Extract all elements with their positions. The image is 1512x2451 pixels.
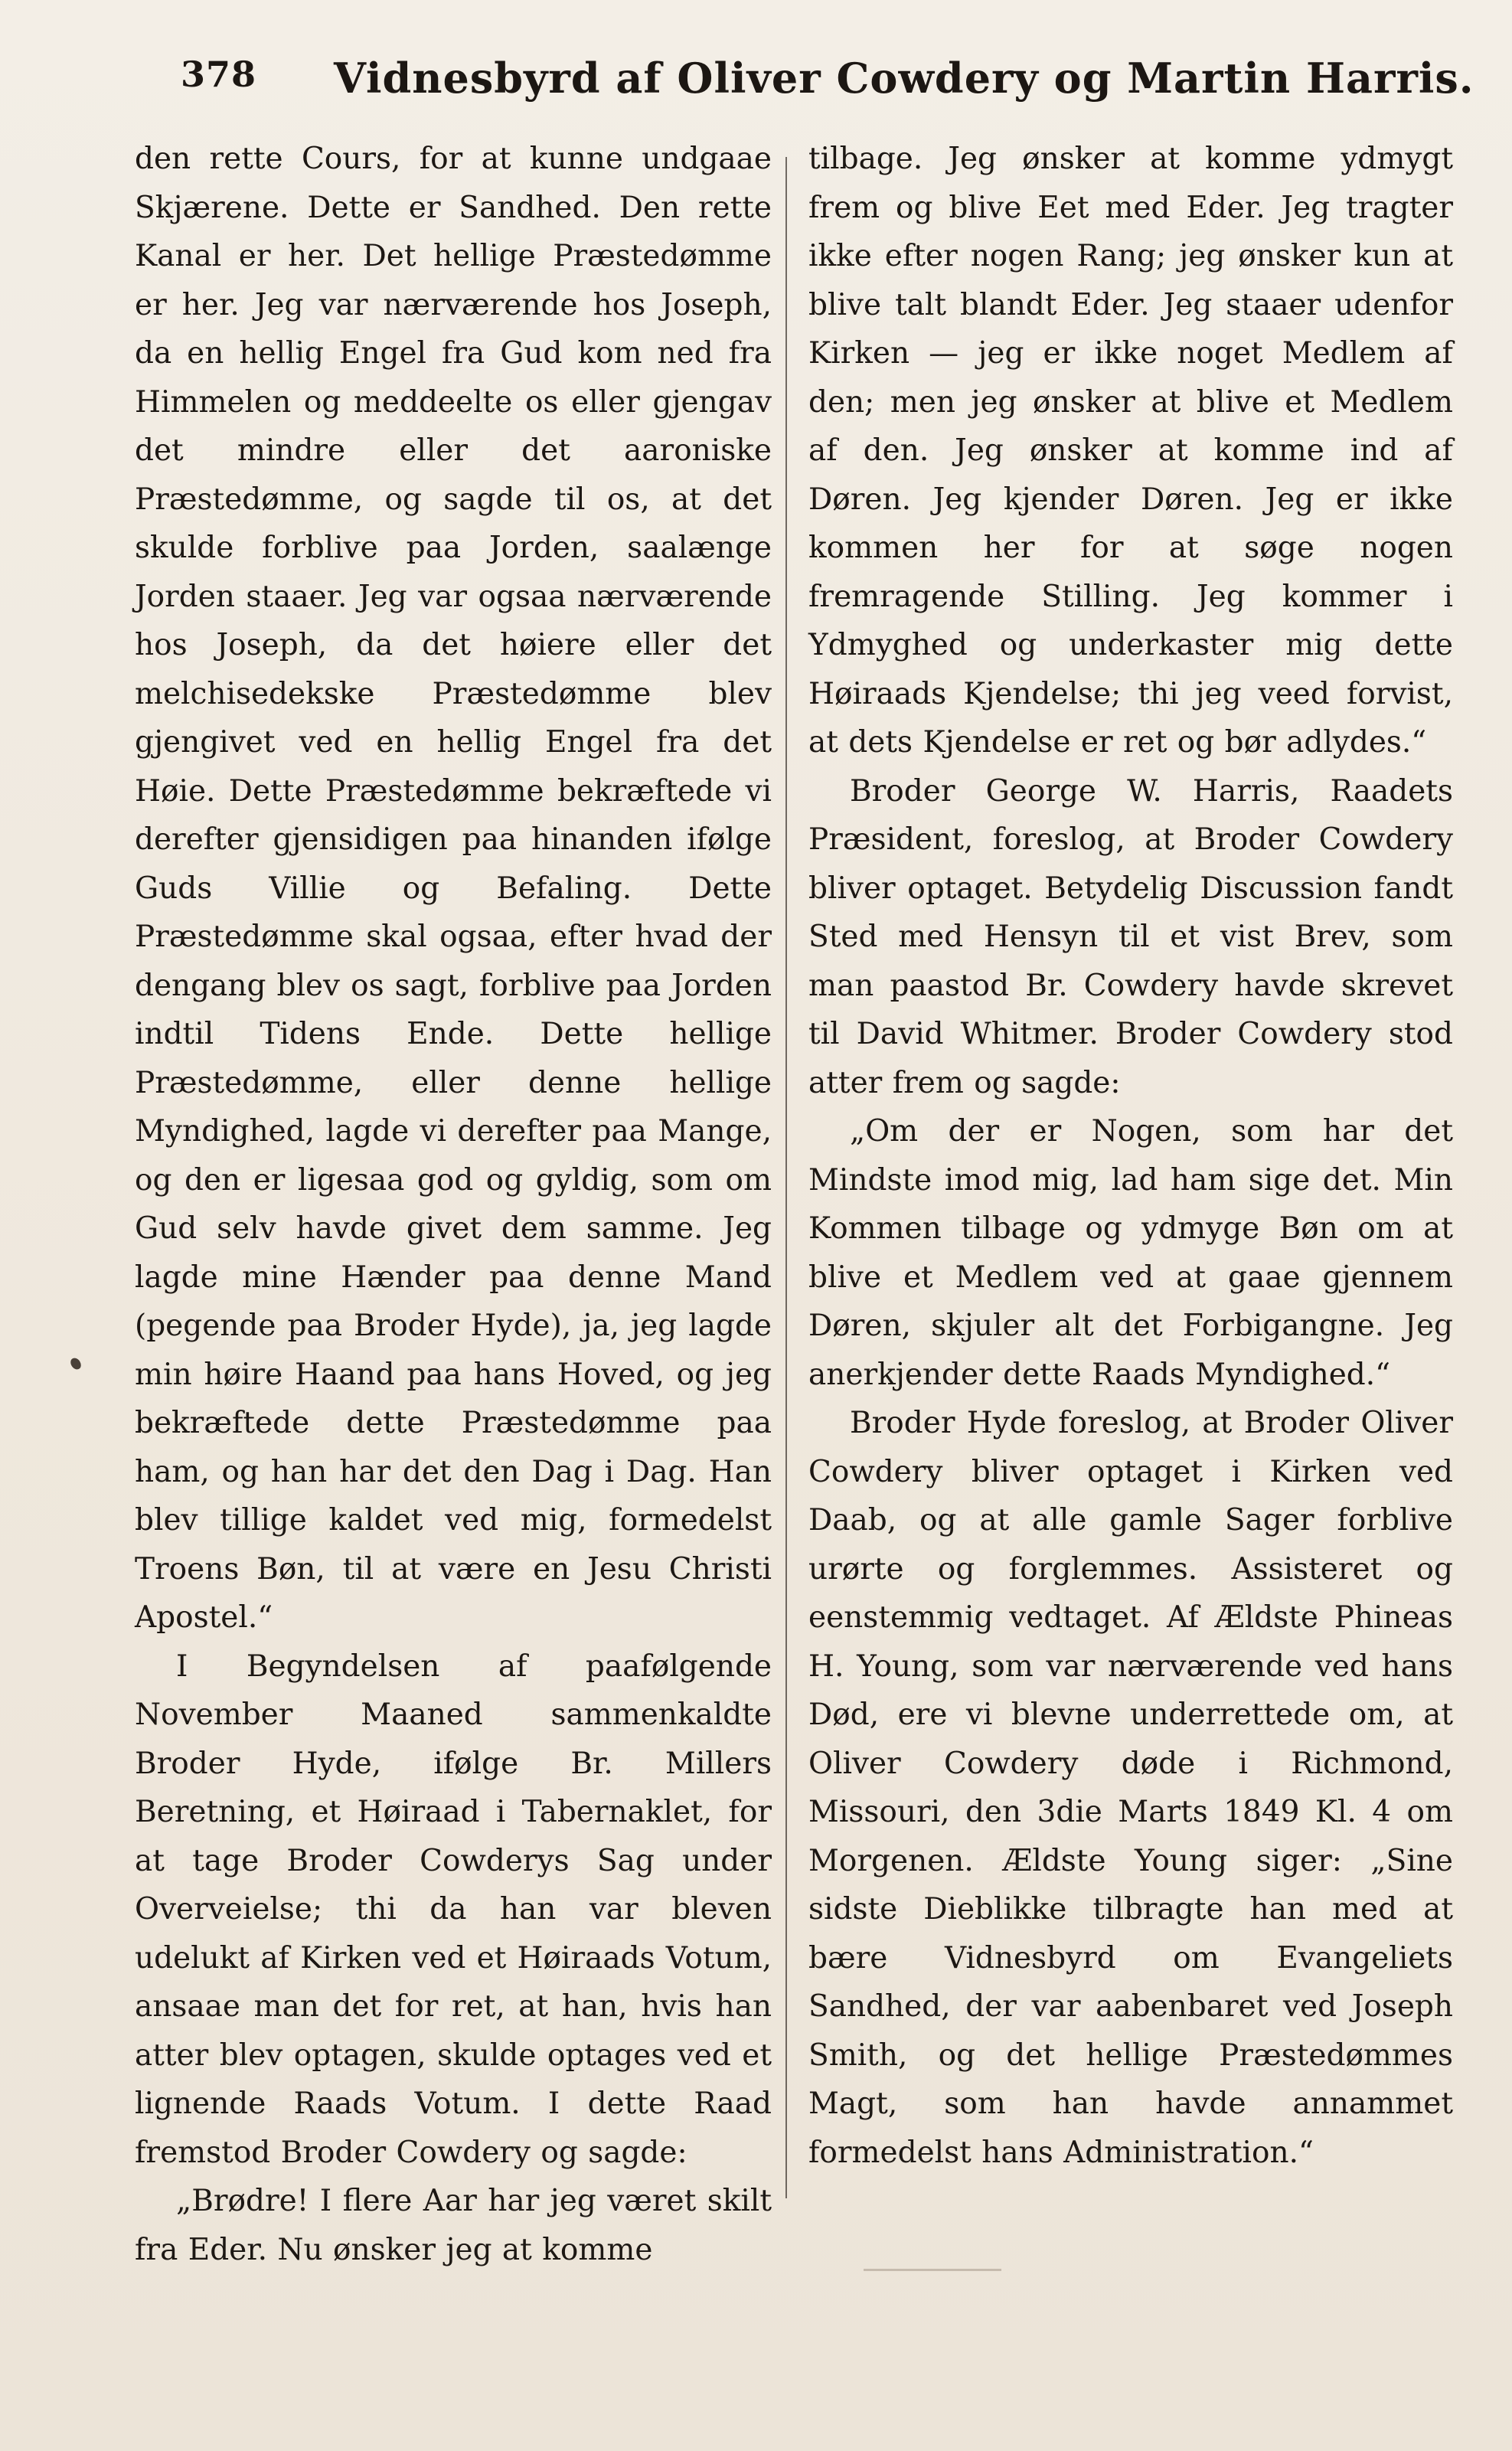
left-paragraph-2: I Begyndelsen af paafølgende November Maaned sammenkaldte Broder Hyde, ifølge Br. Millers Beretning, et Høiraad i Tabernaklet, for at tage Broder Cowderys Sag under Overveielse; thi da han var bleven udelukt af Kirken ved et Høiraads Votum, ansaae man det for ret, at han, hvis han atter blev optagen, skulde optages ved et lignende Raads Votum. I dette Raad fremstod Broder Cowdery og sagde: xyxy=(135,1649,772,2170)
running-head: Vidnesbyrd af Oliver Cowdery og Martin Harris. xyxy=(334,54,1474,103)
bottom-rule xyxy=(864,2269,1001,2271)
left-paragraph-3: „Brødre! I flere Aar har jeg været skilt fra Eder. Nu ønsker jeg at komme xyxy=(135,2184,772,2267)
right-column xyxy=(808,135,1453,2217)
page-header xyxy=(181,54,1474,107)
left-column xyxy=(135,135,772,2267)
right-paragraph-1: tilbage. Jeg ønsker at komme ydmygt frem og blive Eet med Eder. Jeg tragter ikke efter nogen Rang; jeg ønsker kun at blive talt blandt Eder. Jeg staaer udenfor Kirken — jeg er ikke noget Medlem af den; men jeg ønsker at blive et Medlem af den. Jeg ønsker at komme ind af Døren. Jeg kjender Døren. Jeg er ikke kommen her for at søge nogen fremragende Stilling. Jeg kommer i Ydmyghed og underkaster mig dette Høiraads Kjendelse; thi jeg veed forvist, at dets Kjendelse er ret og bør adlydes.“ xyxy=(808,142,1453,760)
left-paragraph-1: den rette Cours, for at kunne undgaae Skjærene. Dette er Sandhed. Den rette Kanal er her. Det hellige Præstedømme er her. Jeg var nærværende hos Joseph, da en hellig Engel fra Gud kom ned fra Himmelen og meddeelte os eller gjengav det mindre eller det aaroniske Præstedømme, og sagde til os, at det skulde forblive paa Jorden, saalænge Jorden staaer. Jeg var ogsaa nærværende hos Joseph, da det høiere eller det melchisedekske Præstedømme blev gjengivet ved en hellig Engel fra det Høie. Dette Præstedømme bekræftede vi derefter gjensidigen paa hinanden ifølge Guds Villie og Befaling. Dette Præstedømme skal ogsaa, efter hvad der dengang blev os sagt, forblive paa Jorden indtil Tidens Ende. Dette hellige Præstedømme, eller denne hellige Myndighed, lagde vi derefter paa Mange, og den er ligesaa god og gyldig, som om Gud selv havde givet dem samme. Jeg lagde mine Hænder paa denne Mand (pegende paa Broder Hyde), ja, jeg lagde min høire Haand paa hans Hoved, og jeg bekræftede dette Præstedømme paa ham, og han har det den Dag i Dag. Han blev tillige kaldet ved mig, formedelst Troens Bøn, til at være en Jesu Christi Apostel.“ xyxy=(135,142,772,1635)
page-number: 378 xyxy=(181,54,257,95)
right-paragraph-3: „Om der er Nogen, som har det Mindste imod mig, lad ham sige det. Min Kommen tilbage og ydmyge Bøn om at blive et Medlem ved at gaae gjennem Døren, skjuler alt det Forbigangne. Jeg anerkjender dette Raads Myndighed.“ xyxy=(808,1114,1453,1392)
right-paragraph-2: Broder George W. Harris, Raadets Præsident, foreslog, at Broder Cowdery bliver optaget. Betydelig Discussion fandt Sted med Hensyn til et vist Brev, som man paastod Br. Cowdery havde skrevet til David Whitmer. Broder Cowdery stod atter frem og sagde: xyxy=(808,773,1453,1100)
right-paragraph-4: Broder Hyde foreslog, at Broder Oliver Cowdery bliver optaget i Kirken ved Daab, og at alle gamle Sager forblive urørte og forglemmes. Assisteret og eenstemmig vedtaget. Af Ældste Phineas H. Young, som var nærværende ved hans Død, ere vi blevne underrettede om, at Oliver Cowdery døde i Richmond, Missouri, den 3die Marts 1849 Kl. 4 om Morgenen. Ældste Young siger: „Sine sidste Dieblikke tilbragte han med at bære Vidnesbyrd om Evangeliets Sandhed, der var aabenbaret ved Joseph Smith, og det hellige Præstedømmes Magt, som han havde annammet formedelst hans Administration.“ xyxy=(808,1406,1453,2170)
column-divider xyxy=(785,157,787,2198)
